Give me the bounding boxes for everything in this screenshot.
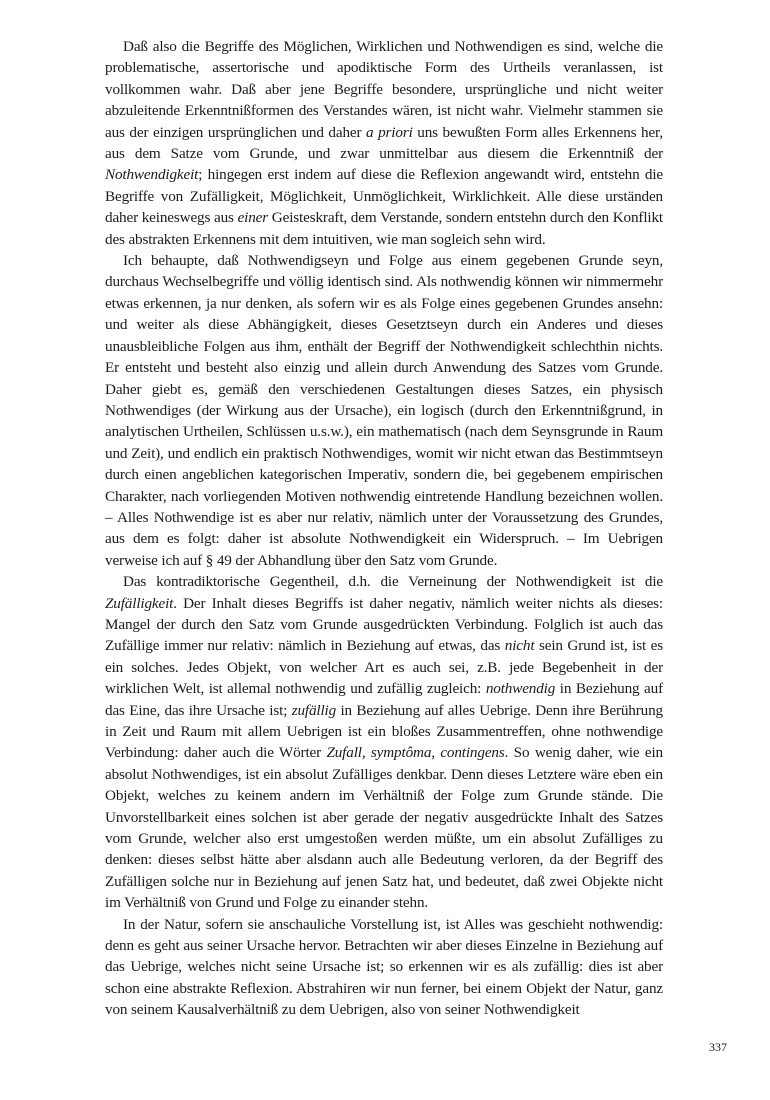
text-run: . Der Inhalt dieses Begriffs ist daher negativ, nämlich weiter nichts als dieses: Mangel der durch den Satz vom Grunde ausgedrückten Verbindung. Folglich ist auch das Zufällige immer nur relativ: nämlich in Beziehung auf etwas, das [105, 594, 663, 655]
text-run: Daß also die Begriffe des Möglichen, Wirklichen und Nothwendigen es sind, welche die problematische, assertorische und apodiktische Form des Urtheils veranlassen, ist vollkommen wahr. Daß aber jene Begriffe besondere, ursprüngliche und nicht weiter abzuleitende Erkenntnißformen des Verstandes wären, ist nicht wahr. Vielmehr stammen sie aus der einzigen ursprünglichen und daher [105, 38, 663, 141]
text-run: . So wenig daher, wie ein absolut Nothwendiges, ist ein absolut Zufälliges denkbar. Denn dieses Letztere wäre eben ein Objekt, welches zu keinem andern im Verhältniß der Folge zum Grunde stände. Die Unvorstellbarkeit eines solchen ist aber gerade der negativ ausgedrückte Inhalt des Satzes vom Grunde, welcher also erst umgestoßen werden müßte, um ein absolut Zufälliges zu denken: dieses selbst hätte aber alsdann auch alle Bedeutung verloren, da der Begriff des Zufälligen solche nur in Beziehung auf jenen Satz hat, und bedeutet, daß zwei Objekte nicht im Verhältniß von Grund und Folge zu einander stehn. [105, 744, 663, 912]
italic-text-run: nicht [504, 637, 535, 655]
italic-text-run: einer [237, 209, 269, 227]
italic-text-run: Zufälligkeit [105, 594, 174, 612]
page-number: 337 [709, 1040, 727, 1054]
italic-text-run: Zufall, symptôma, contingens [326, 744, 505, 762]
italic-text-run: nothwendig [485, 680, 556, 698]
text-run: in Beziehung auf alles Uebrige. Denn ihre Berührung in Zeit und Raum mit allem Uebrigen ist ein bloßes Zusammentreffen, ohne nothwendige Verbindung: daher auch die Wörter [105, 701, 663, 762]
paragraph [105, 914, 663, 1021]
text-run: Ich behaupte, daß Nothwendigseyn und Folge aus einem gegebenen Grunde seyn, durchaus Wechselbegriffe und völlig identisch sind. Als nothwendig können wir nimmermehr etwas erkennen, ja nur denken, als sofern wir es als Folge eines gegebenen Grundes ansehn: und weiter als diese Abhängigkeit, dieses Gesetztseyn durch ein Anderes und dieses unausbleibliche Folgen aus ihm, enthält der Begriff der Nothwendigkeit schlechthin nichts. Er entsteht und besteht also einzig und allein durch Anwendung des Satzes vom Grunde. Daher giebt es, gemäß den verschiedenen Gestaltungen dieses Satzes, ein physisch Nothwendiges (der Wirkung aus der Ursache), ein logisch (durch den Erkenntnißgrund, in analytischen Urtheilen, Schlüssen u.s.w.), ein mathematisch (nach dem Seynsgrunde in Raum und Zeit), und endlich ein praktisch Nothwendiges, womit wir nicht etwan das Bestimmtseyn durch einen angeblichen kategorischen Imperativ, sondern die, bei gegebenem empirischen Charakter, nach vorliegenden Motiven nothwendig eintretende Handlung bezeichnen wollen. – Alles Nothwendige ist es aber nur relativ, nämlich unter der Voraussetzung des Grundes, aus dem es folgt: daher ist absolute Nothwendigkeit ein Widerspruch. – Im Uebrigen verweise ich auf § 49 der Abhandlung über den Satz vom Grunde. [105, 252, 663, 569]
italic-text-run: Nothwendigkeit [105, 166, 199, 184]
text-run: ; hingegen erst indem auf diese die Reflexion angewandt wird, entstehn die Begriffe von Zufälligkeit, Möglichkeit, Unmöglichkeit, Wirklichkeit. Alle diese urständen daher keineswegs aus [105, 166, 663, 227]
text-run: uns bewußten Form alles Erkennens her, aus dem Satze vom Grunde, und zwar unmittelbar aus diesem die Erkenntniß der [105, 123, 664, 163]
body-text [105, 36, 663, 1021]
italic-text-run: zufällig [291, 701, 337, 719]
text-run: in Beziehung auf das Eine, das ihre Ursache ist; [105, 680, 664, 719]
text-run: Das kontradiktorische Gegentheil, d.h. die Verneinung der Nothwendigkeit ist die [123, 573, 663, 591]
italic-text-run: a priori [366, 123, 413, 141]
text-run: In der Natur, sofern sie anschauliche Vorstellung ist, ist Alles was geschieht nothwendig: denn es geht aus seiner Ursache hervor. Betrachten wir aber dieses Einzelne in Beziehung auf das Uebrige, welches nicht seine Ursache ist; so erkennen wir es als zufällig: dies ist aber schon eine abstrakte Reflexion. Abstrahiren wir nun ferner, bei einem Objekt der Natur, ganz von seinem Kausalverhältniß zu dem Uebrigen, also von seiner Nothwendigkeit [105, 915, 663, 1019]
text-run: sein Grund ist, ist es ein solches. Jedes Objekt, von welcher Art es auch sei, z.B. jede Begebenheit in der wirklichen Welt, ist allemal nothwendig und zufällig zugleich: [105, 637, 664, 698]
paragraph [105, 571, 663, 914]
paragraph [105, 250, 663, 571]
text-run: Geisteskraft, dem Verstande, sondern entstehn durch den Konflikt des abstrakten Erkennens mit dem intuitiven, wie man sogleich sehn wird. [105, 209, 663, 248]
paragraph [105, 36, 663, 250]
